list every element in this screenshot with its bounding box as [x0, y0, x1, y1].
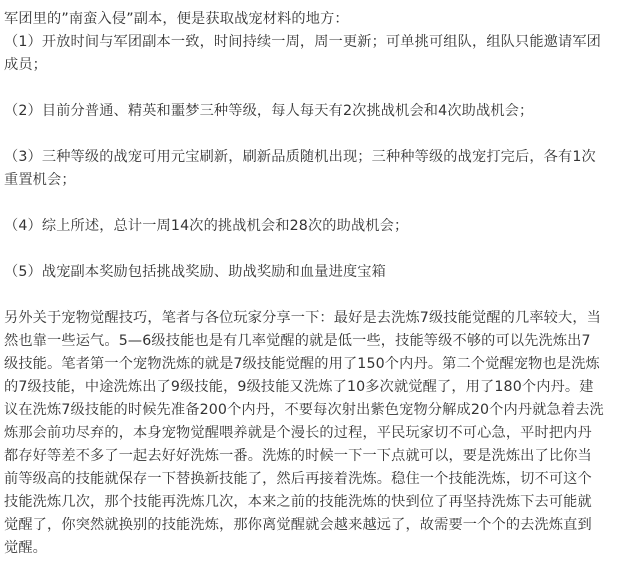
- list-item-5: （5）战宠副本奖励包括挑战奖励、助战奖励和血量进度宝箱: [4, 264, 386, 280]
- list-item-3: （3）三种等级的战宠可用元宝刷新，刷新品质随机出现；三种种等级的战宠打完后，各有1次重置机会；: [4, 149, 596, 188]
- spacer: [4, 192, 605, 215]
- spacer: [4, 284, 605, 307]
- spacer: [4, 77, 605, 100]
- tips-paragraph: 另外关于宠物觉醒技巧，笔者与各位玩家分享一下：最好是去洗炼7级技能觉醒的几率较大，当然也靠一些运气。5—6级技能也是有几率觉醒的就是低一些，技能等级不够的可以先洗炼出7级技能。笔者第一个宠物洗炼的就是7级技能觉醒的用了150个内丹。第二个觉醒宠物也是洗炼的7级技能，中途洗炼出了9级技能，9级技能又洗炼了10多次就觉醒了，用了180个内丹。建议在洗炼7级技能的时候先准备200个内丹，不要每次射出紫色宠物分解成20个内丹就急着去洗炼那会前功尽弃的，本身宠物觉醒喂养就是个漫长的过程，平民玩家切不可心急，平时把内丹都存好等差不多了一起去好好洗炼一番。洗炼的时候一下一下点就可以，要是洗炼出了比你当前等级高的技能就保存一下替换新技能了，然后再接着洗炼。稳住一个技能洗炼，切不可这个技能洗炼几次，那个技能再洗炼几次，本来之前的技能洗炼的快到位了再坚持洗炼下去可能就觉醒了，你突然就换别的技能洗炼，那你离觉醒就会越来越远了，故需要一个个的去洗炼直到觉醒。: [4, 310, 604, 556]
- spacer: [4, 123, 605, 146]
- list-item-2: （2）目前分普通、精英和噩梦三种等级，每人每天有2次挑战机会和4次助战机会；: [4, 103, 534, 119]
- spacer: [4, 238, 605, 261]
- list-item-4: （4）综上所述，总计一周14次的挑战机会和28次的助战机会；: [4, 218, 409, 234]
- intro-line: 军团里的”南蛮入侵”副本，便是获取战宠材料的地方：: [4, 11, 349, 27]
- list-item-1: （1）开放时间与军团副本一致，时间持续一周，周一更新；可单挑可组队，组队只能邀请军团成员；: [4, 34, 602, 73]
